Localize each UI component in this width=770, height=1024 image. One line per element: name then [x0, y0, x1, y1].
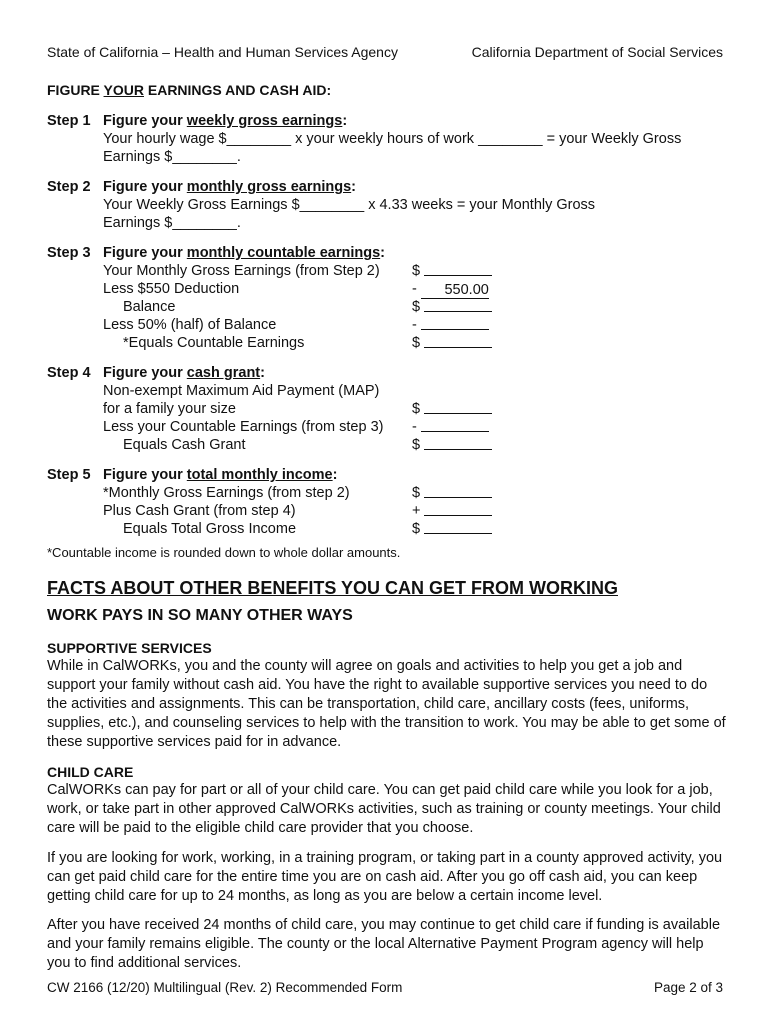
amount-field: + [412, 502, 492, 520]
amount-field: $ [412, 520, 492, 538]
blank-line [424, 484, 492, 498]
step-heading: Figure your cash grant: [103, 365, 265, 381]
facts-heading: FACTS ABOUT OTHER BENEFITS YOU CAN GET FROM WORKING [47, 578, 618, 598]
row-label: Less $550 Deduction [103, 281, 240, 297]
step-line: Your hourly wage $________ x your weekly hours of work ________ = your Weekly Gross [103, 131, 682, 147]
step-line: Earnings $________. [103, 149, 241, 165]
blank-line [424, 334, 492, 348]
blank-line [421, 418, 489, 432]
step-label: Step 3 [47, 245, 91, 261]
amount-field: $ [412, 400, 492, 418]
section-title [47, 82, 331, 98]
row-label: for a family your size [103, 401, 236, 417]
amount-field: $ [412, 484, 492, 502]
step-line: Your Weekly Gross Earnings $________ x 4.33 weeks = your Monthly Gross [103, 197, 596, 213]
rounding-note: *Countable income is rounded down to whole dollar amounts. [47, 545, 401, 560]
work-pays-heading: WORK PAYS IN SO MANY OTHER WAYS [47, 607, 353, 624]
row-label: Balance [123, 299, 176, 315]
step-heading: Figure your weekly gross earnings: [103, 113, 348, 129]
step-label: Step 4 [47, 365, 91, 381]
blank-line [421, 316, 489, 330]
row-label: *Monthly Gross Earnings (from step 2) [103, 485, 350, 501]
step-5 [47, 466, 727, 540]
amount-field: - 550.00 [412, 281, 489, 298]
supportive-services-heading: SUPPORTIVE SERVICES [47, 640, 212, 656]
row-label: Less 50% (half) of Balance [103, 317, 277, 333]
amount-field: - [412, 316, 489, 334]
page-number: Page 2 of 3 [653, 980, 723, 995]
amount-field: $ [412, 262, 492, 280]
row-label: *Equals Countable Earnings [123, 335, 305, 351]
section-title-post: EARNINGS AND CASH AID: [143, 82, 332, 98]
step-2 [47, 178, 727, 234]
row-label: Equals Total Gross Income [123, 521, 297, 537]
row-label: Non-exempt Maximum Aid Payment (MAP) [103, 383, 380, 399]
supportive-services-text: While in CalWORKs, you and the county will agree on goals and activities to help you get a job and support your family without cash aid. You have the right to available supportive services you need to do the activities and assignments. This can be transportation, child care, ancillary costs (fees, uniforms, supplies, etc.), and counseling services to help with the transition to work. You may be able to get some of these supportive services paid for in advance. [47, 658, 726, 750]
row-label: Your Monthly Gross Earnings (from Step 2) [103, 263, 380, 279]
section-title-pre: FIGURE [47, 82, 104, 98]
amount-field: $ [412, 334, 492, 352]
deduction-value: 550.00 [421, 283, 489, 299]
blank-line [424, 520, 492, 534]
blank-line [424, 436, 492, 450]
step-heading: Figure your monthly countable earnings: [103, 245, 385, 261]
step-1 [47, 112, 727, 168]
row-label: Plus Cash Grant (from step 4) [103, 503, 296, 519]
step-line: Earnings $________. [103, 215, 241, 231]
blank-line [424, 400, 492, 414]
step-4 [47, 364, 727, 456]
row-label: Less your Countable Earnings (from step 3) [103, 419, 384, 435]
blank-line [424, 502, 492, 516]
header-department: California Department of Social Services [471, 44, 723, 60]
form-number: CW 2166 (12/20) Multilingual (Rev. 2) Recommended Form [47, 980, 403, 995]
step-label: Step 2 [47, 179, 91, 195]
child-care-paragraph: CalWORKs can pay for part or all of your child care. You can get paid child care while you look for a job, work, or take part in other approved CalWORKs activities, such as training or county meetings. Your child care will be paid to the eligible child care provider that you choose. [47, 782, 721, 836]
child-care-paragraph: After you have received 24 months of child care, you may continue to get child care if funding is available and your family remains eligible. The county or the local Alternative Payment Program agency will help you to find additional services. [47, 917, 721, 971]
step-3 [47, 244, 727, 354]
row-label: Equals Cash Grant [123, 437, 246, 453]
child-care-heading: CHILD CARE [47, 764, 134, 780]
amount-field: $ [412, 298, 492, 316]
blank-line [424, 262, 492, 276]
child-care-paragraph: If you are looking for work, working, in a training program, or taking part in a county approved activity, you can get paid child care for the entire time you are on cash aid. After you go off cash aid, you can keep getting child care for up to 24 months, as long as you are below a certain income level. [47, 850, 723, 904]
step-heading: Figure your total monthly income: [103, 467, 338, 483]
step-label: Step 5 [47, 467, 91, 483]
amount-field: $ [412, 436, 492, 454]
amount-field: - [412, 418, 489, 436]
step-label: Step 1 [47, 113, 91, 129]
blank-line [424, 298, 492, 312]
header-agency: State of California – Health and Human Services Agency [47, 44, 398, 60]
section-title-underlined: YOUR [103, 82, 144, 98]
step-heading: Figure your monthly gross earnings: [103, 179, 357, 195]
